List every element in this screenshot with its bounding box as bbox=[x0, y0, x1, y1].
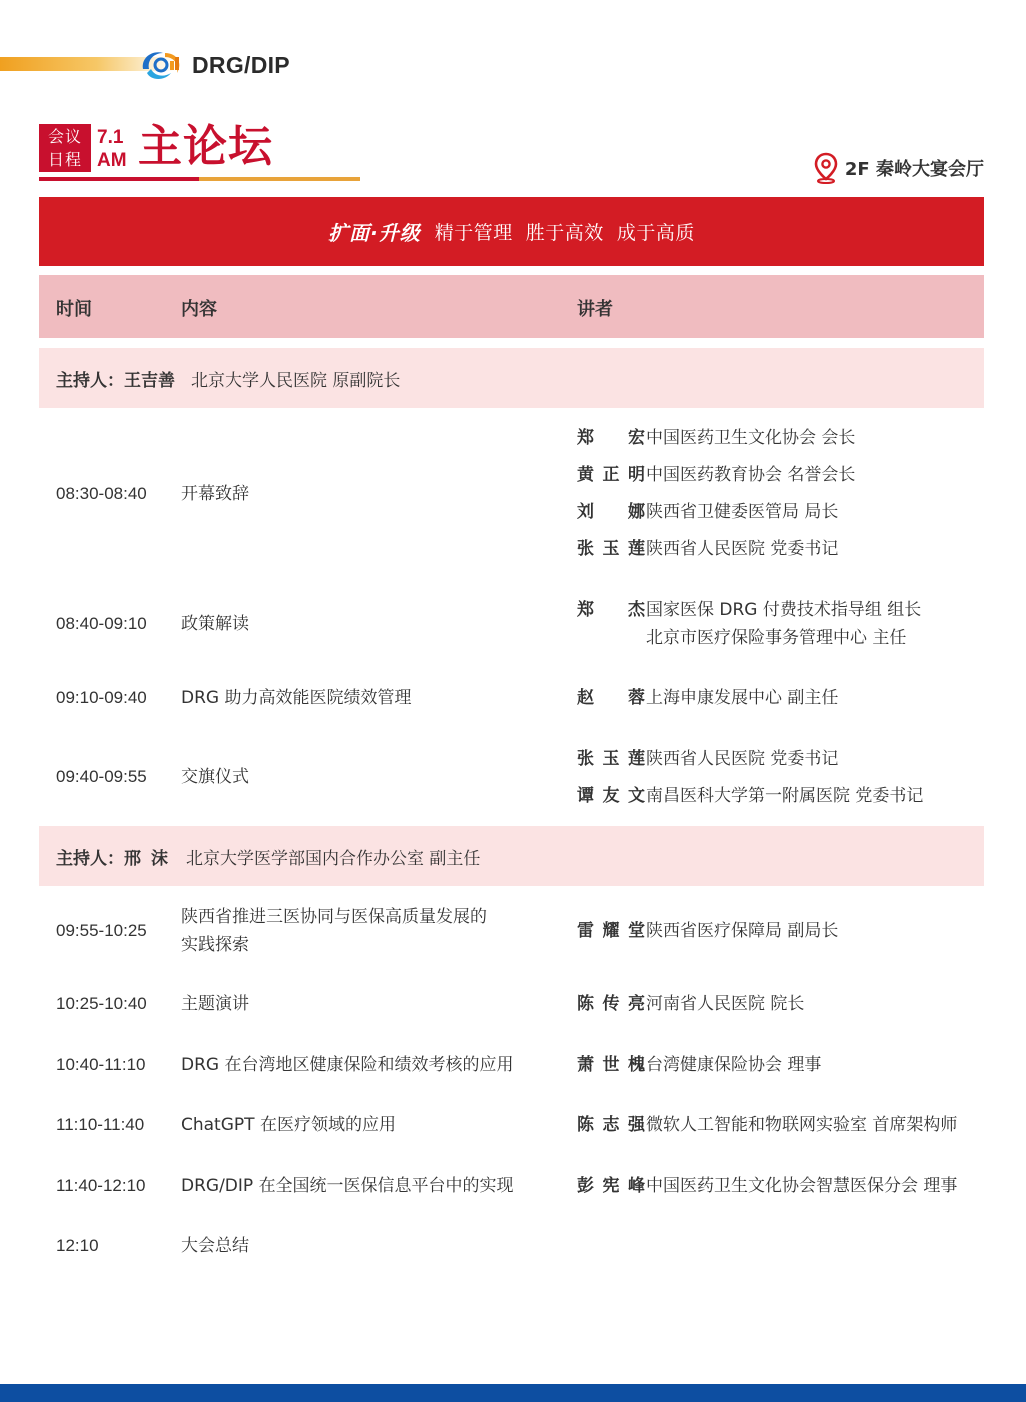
table-row bbox=[39, 988, 984, 1024]
session-content-line1: 陕西省推进三医协同与医保高质量发展的 bbox=[181, 907, 487, 927]
title-underline-red bbox=[39, 177, 199, 181]
session-content: 大会总结 bbox=[181, 1236, 249, 1256]
speaker-name: 张玉莲 bbox=[577, 749, 645, 769]
speaker bbox=[577, 917, 977, 945]
session-content: DRG/DIP 在全国统一医保信息平台中的实现 bbox=[181, 1176, 514, 1196]
speaker bbox=[577, 1051, 977, 1079]
table-row bbox=[39, 420, 984, 570]
speaker-title: 中国医药教育协会 名誉会长 bbox=[646, 465, 856, 485]
table-row bbox=[39, 1049, 984, 1085]
badge-line2: 日程 bbox=[47, 150, 82, 169]
table-row bbox=[39, 1109, 984, 1145]
speaker bbox=[577, 535, 977, 563]
session-time: 11:40-12:10 bbox=[56, 1176, 146, 1195]
slogan-banner bbox=[39, 197, 984, 266]
logo bbox=[137, 46, 290, 84]
host-label: 主持人： bbox=[56, 370, 124, 391]
table-row bbox=[39, 1170, 984, 1206]
session-time: 09:10-09:40 bbox=[56, 688, 147, 707]
speaker-title: 台湾健康保险协会 理事 bbox=[646, 1055, 822, 1075]
speaker-title: 陕西省人民医院 党委书记 bbox=[646, 749, 839, 769]
speaker bbox=[577, 745, 977, 773]
session-content: ChatGPT 在医疗领域的应用 bbox=[181, 1115, 396, 1135]
host-title: 北京大学人民医院 原副院长 bbox=[191, 370, 401, 391]
session-time: 11:10-11:40 bbox=[56, 1115, 145, 1134]
table-row bbox=[39, 594, 984, 658]
session-content: DRG 助力高效能医院绩效管理 bbox=[181, 688, 412, 708]
host-name: 王吉善 bbox=[124, 370, 175, 391]
session-time: 09:55-10:25 bbox=[56, 921, 147, 940]
session-time: 10:40-11:10 bbox=[56, 1055, 146, 1074]
footer-bar bbox=[0, 1384, 1026, 1402]
host-row bbox=[39, 826, 984, 886]
speaker bbox=[577, 596, 977, 652]
speaker-name: 雷耀堂 bbox=[577, 921, 645, 941]
speaker bbox=[577, 684, 977, 712]
col-content: 内容 bbox=[181, 299, 217, 320]
badge-line1: 会议 bbox=[47, 127, 82, 146]
session-content: 交旗仪式 bbox=[181, 767, 249, 787]
host-title: 北京大学医学部国内合作办公室 副主任 bbox=[186, 848, 481, 869]
speaker bbox=[577, 990, 977, 1018]
speaker-title: 中国医药卫生文化协会智慧医保分会 理事 bbox=[646, 1176, 958, 1196]
host-row bbox=[39, 348, 984, 408]
session-time: 08:30-08:40 bbox=[56, 484, 147, 503]
speaker bbox=[577, 498, 977, 526]
speaker-name: 黄正明 bbox=[577, 465, 645, 485]
table-row bbox=[39, 1230, 984, 1266]
speaker bbox=[577, 461, 977, 489]
speaker-title: 陕西省医疗保障局 副局长 bbox=[646, 921, 839, 941]
speaker-name: 谭友文 bbox=[577, 786, 645, 806]
session-time: 12:10 bbox=[56, 1236, 99, 1255]
speaker-name: 刘娜 bbox=[577, 502, 645, 522]
speaker-title-line2: 北京市医疗保险事务管理中心 主任 bbox=[646, 628, 907, 648]
table-row bbox=[39, 902, 984, 962]
period: AM bbox=[97, 150, 127, 171]
speaker bbox=[577, 1111, 977, 1139]
banner-tag: 扩面·升级 bbox=[328, 221, 421, 245]
col-speaker: 讲者 bbox=[577, 299, 613, 320]
title-underline-orange bbox=[199, 177, 360, 181]
banner-slogan: 精于管理 胜于高效 成于高质 bbox=[434, 222, 695, 244]
speaker-title: 陕西省卫健委医管局 局长 bbox=[646, 502, 839, 522]
session-content bbox=[181, 903, 521, 959]
date: 7.1 bbox=[97, 127, 124, 148]
table-header bbox=[39, 275, 984, 338]
host-label: 主持人： bbox=[56, 848, 124, 869]
speaker-name: 赵蓉 bbox=[577, 688, 645, 708]
venue-text: 2F 秦岭大宴会厅 bbox=[844, 159, 984, 180]
schedule-badge bbox=[39, 124, 91, 172]
host-name: 邢沫 bbox=[124, 848, 178, 869]
date-block bbox=[97, 126, 127, 172]
speaker bbox=[577, 424, 977, 452]
session-time: 08:40-09:10 bbox=[56, 614, 147, 633]
speaker-name: 萧世槐 bbox=[577, 1055, 645, 1075]
session-content: 开幕致辞 bbox=[181, 484, 249, 504]
speaker-name: 陈志强 bbox=[577, 1115, 645, 1135]
session-content: 主题演讲 bbox=[181, 994, 249, 1014]
speaker-title: 陕西省人民医院 党委书记 bbox=[646, 539, 839, 559]
session-content: DRG 在台湾地区健康保险和绩效考核的应用 bbox=[181, 1055, 514, 1075]
venue bbox=[813, 152, 984, 184]
speaker bbox=[577, 782, 977, 810]
speaker-name: 陈传亮 bbox=[577, 994, 645, 1014]
page-title: 主论坛 bbox=[138, 121, 273, 172]
table-row bbox=[39, 741, 984, 817]
session-time: 10:25-10:40 bbox=[56, 994, 147, 1013]
col-time: 时间 bbox=[56, 299, 92, 320]
drg-logo-icon bbox=[137, 47, 187, 83]
speaker-title: 中国医药卫生文化协会 会长 bbox=[646, 428, 856, 448]
location-pin-icon bbox=[813, 152, 839, 184]
session-content: 政策解读 bbox=[181, 614, 249, 634]
speaker-name: 郑杰 bbox=[577, 600, 645, 620]
speaker-name: 郑宏 bbox=[577, 428, 645, 448]
speaker-name: 张玉莲 bbox=[577, 539, 645, 559]
speaker-title: 南昌医科大学第一附属医院 党委书记 bbox=[646, 786, 924, 806]
speaker-name: 彭宪峰 bbox=[577, 1176, 645, 1196]
speaker-title: 上海申康发展中心 副主任 bbox=[646, 688, 839, 708]
speaker bbox=[577, 1172, 977, 1200]
speaker-title: 国家医保 DRG 付费技术指导组 组长 bbox=[646, 600, 922, 620]
table-row bbox=[39, 680, 984, 720]
speaker-title: 河南省人民医院 院长 bbox=[646, 994, 805, 1014]
session-content-line2: 实践探索 bbox=[181, 935, 249, 955]
logo-text: DRG/DIP bbox=[192, 51, 290, 78]
speaker-title: 微软人工智能和物联网实验室 首席架构师 bbox=[646, 1115, 958, 1135]
session-time: 09:40-09:55 bbox=[56, 767, 147, 786]
